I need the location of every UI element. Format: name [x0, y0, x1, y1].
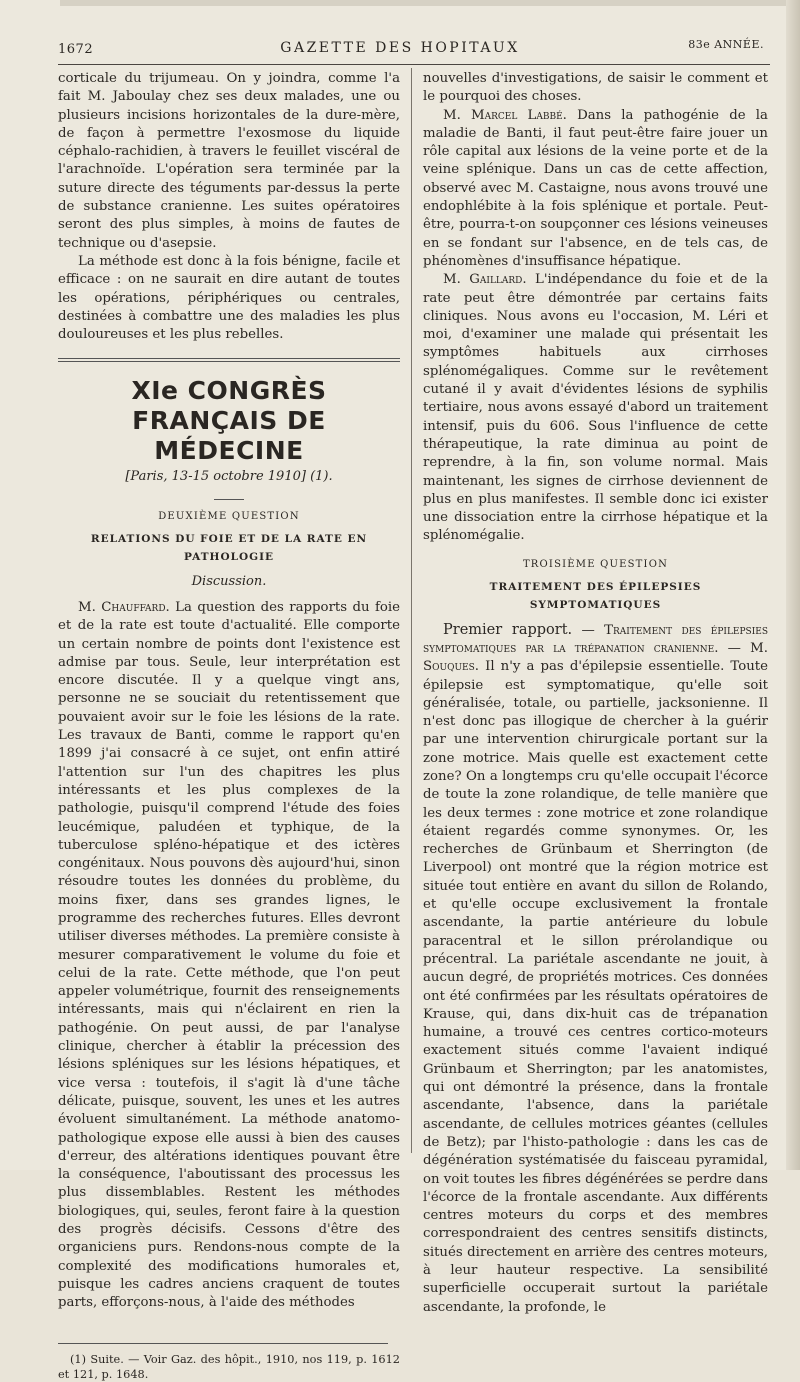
congress-title: XIe CONGRÈS FRANÇAIS DE MÉDECINE [131, 376, 327, 466]
speaker-text: La question des rapports du foie et de la rate est toute d'actualité. Elle comporte un certain nombre de points dont l'existence est admise par tous. Seule, leur interprétation est encore discutée. Il y a quelque vingt ans, personne ne se souciait du retentissement que pouvaient avoir sur le foie les lésions de la rate. Les travaux de Banti, comme le rapport qu'en 1899 j'ai consacré à ce sujet, ont enfin attiré l'attention sur l'un des chapitres les plus intéressants et les plus complexes de la pathologie, puisqu'il comprend l'étude des foies leucémique, paludéen et typhique, de la tuberculose spléno-hépatique et des ictères congénitaux. Nous pouvons dès aujourd'hui, sinon résoudre toutes les données du problème, du moins fixer, dans ses grandes lignes, le programme des recherches futures. Elles devront utiliser diverses méthodes. La première consiste à mesurer comparativement le volume du foie et celui de la rate. Cette méthode, que l'on peut appeler volumétrique, fournit des renseignements intéressants, mais qui n'éclairent en rien la pathogénie. On peut aussi, de par l'analyse clinique, chercher à établir la précession des lésions spléniques sur les lésions hépatiques, et vice versa : toutefois, il s'agit là d'une tâche délicate, puisque, souvent, les unes et les autres évoluent simultanément. La méthode anatomo-pathologique expose elle aussi à bien des causes d'erreur, des altérations identiques pouvant être la conséquence, l'aboutissant des processus les plus dissemblables. Restent les méthodes biologiques, qui, seules, feront faire à la question des progrès décisifs. Cessons d'être des organiciens purs. Rendons-nous compte de la complexité des modifications humorales et, puisque les cadres anciens craquent de toutes parts, efforçons-nous, à l'aide des méthodes [58, 599, 401, 1311]
speaker-text: L'indépendance du foie et de la rate peut être démontrée par certains faits cliniques. Nous avons eu l'occasion, M. Léri et moi, d'examiner une malade qui présentait les symptômes habituels aux cirrhoses splénomégaliques. Comme sur le revêtement cutané il y avait d'évidentes lésions de syphilis tertiaire, nous avons essayé d'abord un traitement intensif, puis du 606. Sous l'influence de cette thérapeutique, la rate diminua au point de reprendre, à la fin, son volume normal. Mais maintenant, les signes de cirrhose deviennent de plus en plus manifestes. Il semble donc ici exister une dissociation entre la cirrhose hépatique et la splénomégalie. [423, 272, 768, 544]
speaker-name: M. Marcel Labbé. [443, 107, 567, 123]
header-rule [58, 64, 770, 65]
footnote: (1) Suite. — Voir Gaz. des hôpit., 1910, nos 119, p. 1612 et 121, p. 1648. [58, 1352, 400, 1381]
speaker-text: Dans la pathogénie de la maladie de Banti, il faut peut-être faire jouer un rôle capital aux lésions de la veine porte et de la veine splénique. Dans un cas de cette affection, observé avec M. Castaigne, nous avons trouvé une endophlébite à la fois splénique et portale. Peut-être, pourra-t-on soupçonner ces lésions veineuses en se fondant sur l'absence, en de tels cas, de phénomènes d'insuffisance hépatique. [423, 107, 768, 269]
speaker-name: M. Souques. [423, 640, 768, 675]
paragraph-chauffard [58, 599, 400, 1313]
paragraph: nouvelles d'investigations, de saisir le comment et le pourquoi des choses. [423, 71, 768, 105]
left-column [58, 70, 400, 1382]
speaker-name: M. Chauffard. [78, 599, 170, 615]
journal-year: 83e ANNÉE. [688, 38, 764, 51]
column-divider [411, 68, 412, 1153]
question-title: RELATIONS DU FOIE ET DE LA RATE EN PATHOLOGIE [90, 533, 368, 564]
page-number: 1672 [58, 42, 94, 57]
question-title: TRAITEMENT DES ÉPILEPSIES SYMPTOMATIQUES [489, 581, 702, 612]
paragraph-labbe [423, 107, 768, 272]
speaker-name: M. Gaillard. [443, 272, 527, 288]
paragraph-gaillard [423, 271, 768, 545]
speaker-text: Il n'y a pas d'épilepsie essentielle. Toute épilepsie est symptomatique, qu'elle soit généralisée, totale, ou partielle, jacksonienne. Il n'est donc pas illogique de chercher à la guérir par une intervention chirurgicale portant sur la zone motrice. Mais quelle est exactement cette zone? On a longtemps cru qu'elle occupait l'écorce de toute la zone rolandique, de telle manière que les deux termes : zone motrice et zone rolandique étaient regardés comme synonymes. Or, les recherches de Grünbaum et Sherrington (de Liverpool) ont montré que la région motrice est située tout entière en avant du sillon de Rolando, et qu'elle occupe exclusivement la frontale ascendante, la partie antérieure du lobule paracentral et le sillon prérolandique ou précentral. La pariétale ascendante ne jouit, à aucun degré, de propriétés motrices. Ces données ont été confirmées par les résultats opératoires de Krause, qui, dans dix-huit cas de trépanation humaine, a trouvé ces centres cortico-moteurs exactement situés comme l'avaient indiqué Grünbaum et Sherrington; par les anatomistes, qui ont démontré la présence, dans la frontale ascendante, l'absence, dans la pariétale ascendante, de cellules motrices géantes (cellules de Betz); par l'histo-pathologie : dans les cas de dégénération systématisée du faisceau pyramidal, on voit toutes les fibres dégénérées se perdre dans l'écorce de la frontale ascendante. Aux différents centres moteurs du corps et des membres correspondraient des centres sensitifs distincts, situés directement en arrière des centres moteurs, à leur hauteur respective. La sensibilité superficielle occuperait surtout la pariétale ascendante, la profonde, le [423, 659, 768, 1315]
paragraph-souques [423, 621, 768, 1317]
paragraph: corticale du trijumeau. On y joindra, comme l'a fait M. Jaboulay chez ses deux malades, une ou plusieurs incisions horizontales de la dure-mère, de façon à permettre l'exosmose du liquide céphalo-rachidien, à travers le feuillet viscéral de l'arachnoïde. L'opération sera terminée par la suture directe des téguments par-dessus la perte de substance cranienne. Les suites opératoires seront des plus simples, à moins de fautes de technique ou d'asepsie. [58, 71, 400, 251]
short-rule [214, 499, 244, 500]
footnote-rule [58, 1343, 388, 1344]
paragraph: La méthode est donc à la fois bénigne, facile et efficace : on ne saurait en dire autant de toutes les opérations, périphériques ou centrales, destinées à combattre une des maladies les plus douloureuses et les plus rebelles. [58, 253, 400, 343]
section-double-rule [58, 358, 400, 362]
question-label: TROISIÈME QUESTION [522, 558, 669, 570]
report-label: Premier rapport. [443, 621, 573, 638]
discussion-label: Discussion. [191, 573, 267, 589]
running-header [0, 30, 800, 60]
page-top-edge [60, 0, 800, 6]
journal-title: GAZETTE DES HOPITAUX [280, 40, 520, 56]
report-title: — Traitement des épilepsies symptomatiques par la trépanation cranienne. — [423, 622, 768, 656]
congress-subtitle: [Paris, 13-15 octobre 1910] (1). [125, 469, 333, 485]
right-column [423, 70, 768, 1317]
question-label: DEUXIÈME QUESTION [158, 510, 300, 522]
page-binding-edge [786, 0, 800, 1170]
